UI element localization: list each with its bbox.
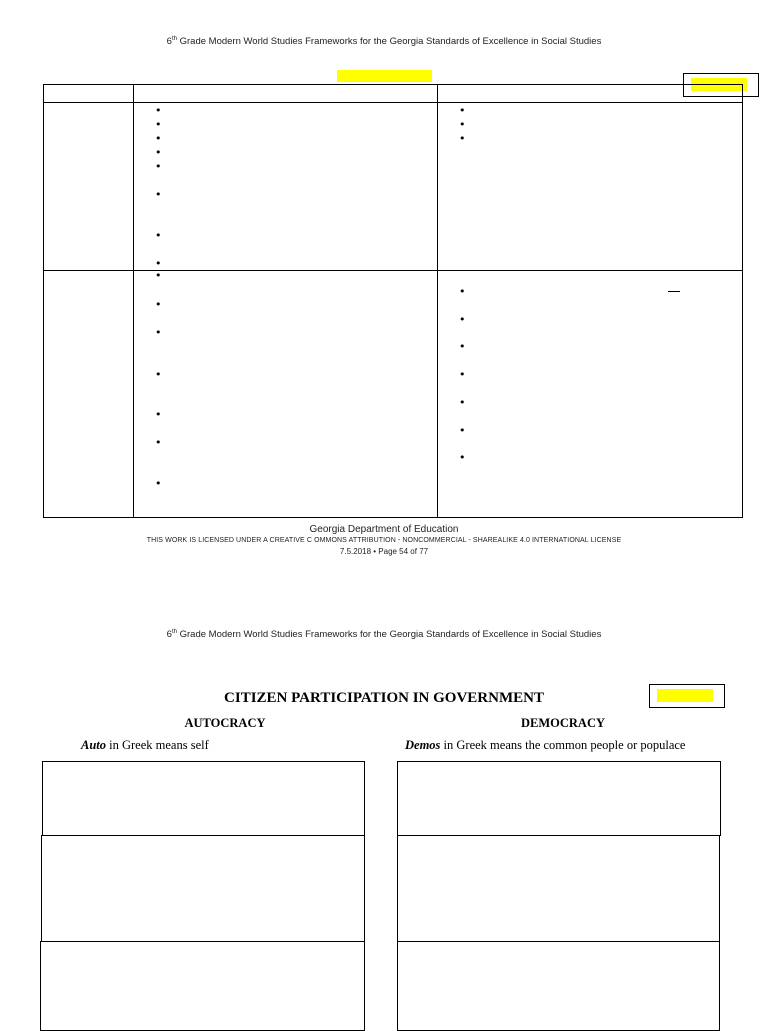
democracy-definition bbox=[405, 738, 685, 753]
content-table bbox=[43, 84, 743, 518]
autocracy-answer-box[interactable] bbox=[42, 761, 365, 836]
bullet-point: • bbox=[155, 408, 162, 421]
footer-org: Georgia Department of Education bbox=[309, 524, 459, 535]
autocracy-answer-box[interactable] bbox=[41, 835, 365, 942]
redacted-highlight bbox=[337, 70, 432, 82]
bullet-point: • bbox=[459, 104, 466, 117]
bullet-point: • bbox=[155, 436, 162, 449]
autocracy-heading: AUTOCRACY bbox=[184, 716, 266, 730]
bullet-point: • bbox=[459, 451, 466, 464]
header-grade: 6 bbox=[166, 629, 172, 641]
label-box bbox=[649, 684, 725, 708]
bullet-point: • bbox=[459, 132, 466, 145]
autocracy-answer-box[interactable] bbox=[40, 941, 365, 1031]
worksheet-title: CITIZEN PARTICIPATION IN GOVERNMENT bbox=[224, 690, 544, 706]
democracy-answer-box[interactable] bbox=[397, 835, 720, 942]
header-grade: 6 bbox=[166, 36, 172, 48]
bullet-point: • bbox=[459, 313, 466, 326]
redacted-highlight bbox=[657, 689, 713, 702]
bullet-point: • bbox=[459, 285, 466, 298]
page-header bbox=[0, 629, 768, 640]
definition-term: Auto bbox=[81, 738, 107, 752]
democracy-answer-box[interactable] bbox=[397, 941, 720, 1031]
footer-page-number: 7.5.2018 • Page 54 of 77 bbox=[339, 547, 429, 556]
bullet-point: • bbox=[155, 257, 162, 270]
row-divider bbox=[44, 270, 742, 271]
democracy-heading: DEMOCRACY bbox=[520, 716, 606, 730]
bullet-point: • bbox=[459, 396, 466, 409]
bullet-point: • bbox=[459, 368, 466, 381]
column-divider bbox=[133, 85, 134, 517]
bullet-point: • bbox=[155, 368, 162, 381]
page-header bbox=[0, 36, 768, 47]
bullet-point: • bbox=[155, 229, 162, 242]
bullet-point: • bbox=[155, 160, 162, 173]
footer-license: THIS WORK IS LICENSED UNDER A CREATIVE C OMMONS ATTRIBUTION - NONCOMMERCIAL - SHAREALIKE 4.0 INTERNATIONAL LICENSE bbox=[146, 537, 622, 544]
header-grade-suffix: th bbox=[171, 629, 177, 635]
bullet-point: • bbox=[459, 424, 466, 437]
header-grade-suffix: th bbox=[171, 36, 177, 42]
bullet-point: • bbox=[155, 132, 162, 145]
bullet-point: • bbox=[155, 118, 162, 131]
header-row-divider bbox=[44, 102, 742, 103]
bullet-point: • bbox=[155, 477, 162, 490]
bullet-point: • bbox=[155, 269, 162, 282]
bullet-point: • bbox=[155, 326, 162, 339]
bullet-point: • bbox=[459, 118, 466, 131]
bullet-point: • bbox=[155, 188, 162, 201]
definition-text: in Greek means self bbox=[106, 738, 209, 752]
definition-term: Demos bbox=[405, 738, 441, 752]
header-text: Grade Modern World Studies Frameworks for the Georgia Standards of Excellence in Social Studies bbox=[176, 36, 602, 48]
bullet-point: • bbox=[459, 340, 466, 353]
header-text: Grade Modern World Studies Frameworks for the Georgia Standards of Excellence in Social Studies bbox=[176, 629, 602, 641]
column-divider bbox=[437, 85, 438, 517]
dash-mark bbox=[668, 291, 680, 292]
bullet-point: • bbox=[155, 298, 162, 311]
bullet-point: • bbox=[155, 104, 162, 117]
bullet-point: • bbox=[155, 146, 162, 159]
definition-text: in Greek means the common people or populace bbox=[440, 738, 686, 752]
autocracy-definition bbox=[81, 738, 209, 753]
democracy-answer-box[interactable] bbox=[397, 761, 721, 836]
